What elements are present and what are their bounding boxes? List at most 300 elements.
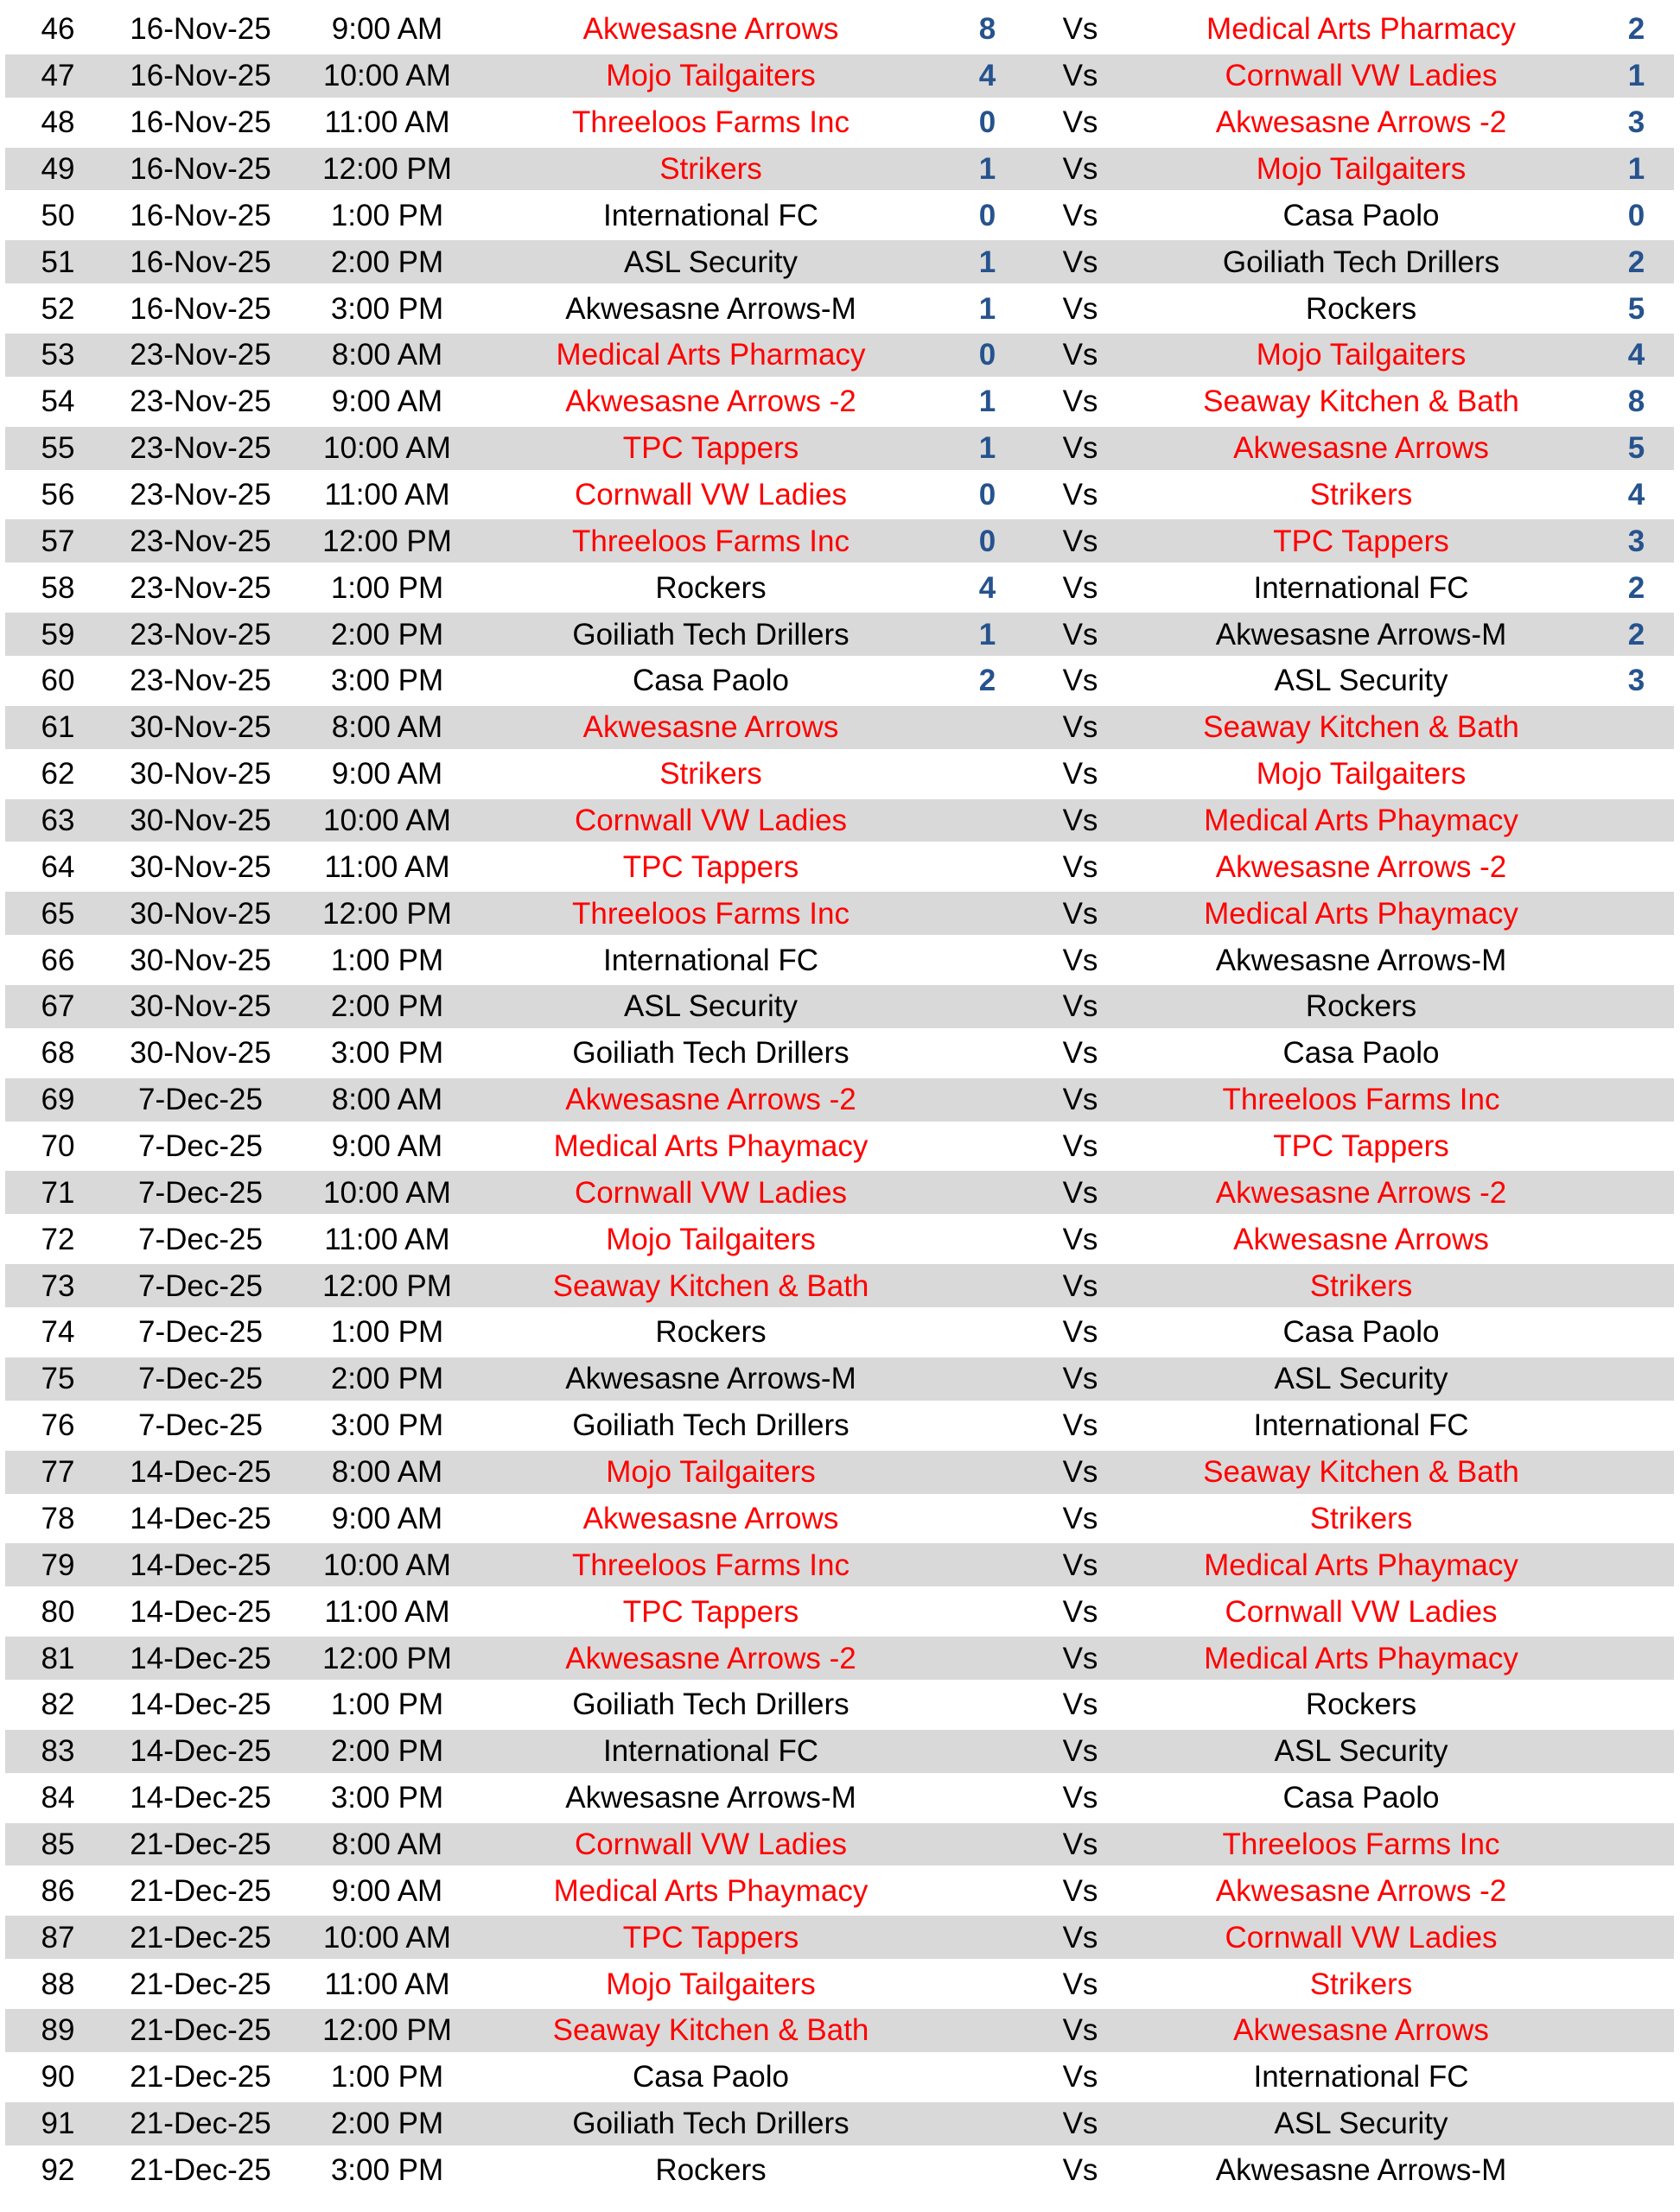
vs-label: Vs — [1062, 1501, 1098, 1535]
game-date: 7-Dec-25 — [138, 1129, 263, 1164]
away-score — [1599, 1309, 1674, 1356]
away-team: Rockers — [1305, 291, 1417, 326]
game-time: 9:00 AM — [331, 1873, 443, 1908]
game-number: 60 — [41, 664, 75, 698]
game-time: 10:00 AM — [290, 798, 484, 844]
game-date: 16-Nov-25 — [111, 53, 290, 99]
game-time: 9:00 AM — [331, 385, 443, 419]
game-time: 10:00 AM — [290, 1914, 484, 1961]
game-date: 16-Nov-25 — [130, 105, 271, 140]
table-row — [5, 1123, 1674, 1170]
away-score — [1599, 1077, 1674, 1123]
away-score — [1599, 1775, 1674, 1821]
home-team: Akwesasne Arrows -2 — [484, 1077, 938, 1123]
vs-label: Vs — [1062, 291, 1098, 326]
vs-label: Vs — [1062, 1222, 1098, 1256]
game-time: 3:00 PM — [330, 664, 444, 698]
away-team: Medical Arts Phaymacy — [1123, 890, 1599, 937]
away-score — [1599, 1635, 1674, 1681]
game-date: 30-Nov-25 — [111, 890, 290, 937]
game-number: 68 — [41, 1036, 75, 1071]
game-number: 55 — [5, 425, 111, 472]
game-time: 11:00 AM — [324, 105, 450, 140]
schedule-table — [5, 6, 1674, 2193]
game-number: 53 — [5, 332, 111, 378]
game-number: 87 — [5, 1914, 111, 1961]
vs-label: Vs — [1037, 890, 1123, 937]
game-date: 7-Dec-25 — [111, 1262, 290, 1309]
away-team: Strikers — [1309, 478, 1413, 512]
away-team: Akwesasne Arrows-M — [1215, 943, 1507, 977]
game-date: 16-Nov-25 — [130, 291, 271, 326]
vs-label: Vs — [1062, 1594, 1098, 1629]
table-row — [5, 704, 1674, 751]
game-date: 14-Dec-25 — [111, 1541, 290, 1588]
vs-label: Vs — [1062, 1781, 1098, 1815]
away-team: Casa Paolo — [1282, 1315, 1440, 1350]
home-team: Akwesasne Arrows-M — [484, 1356, 938, 1402]
home-score: 4 — [938, 53, 1037, 99]
game-date: 7-Dec-25 — [111, 1169, 290, 1216]
home-score — [938, 1867, 1037, 1914]
home-team: Threeloos Farms Inc — [484, 890, 938, 937]
game-number: 70 — [41, 1129, 75, 1164]
home-score — [938, 704, 1037, 751]
game-number: 61 — [5, 704, 111, 751]
game-number: 92 — [41, 2152, 75, 2187]
game-number: 69 — [5, 1077, 111, 1123]
home-score — [938, 1728, 1037, 1775]
away-score — [1599, 1169, 1674, 1216]
away-score — [1599, 1961, 1674, 2007]
away-team: Casa Paolo — [1282, 198, 1440, 232]
game-number: 48 — [41, 105, 75, 140]
game-time: 3:00 PM — [330, 1781, 444, 1815]
game-date: 30-Nov-25 — [130, 849, 271, 884]
home-team: Akwesasne Arrows — [484, 704, 938, 751]
home-score — [938, 1262, 1037, 1309]
game-time: 2:00 PM — [290, 238, 484, 285]
table-row — [5, 425, 1674, 472]
game-date: 16-Nov-25 — [130, 198, 271, 232]
away-team: ASL Security — [1123, 2101, 1599, 2147]
game-date: 14-Dec-25 — [111, 1635, 290, 1681]
table-row — [5, 2147, 1674, 2194]
away-team: Medical Arts Pharmacy — [1206, 12, 1516, 47]
away-score: 4 — [1627, 478, 1645, 512]
game-time: 3:00 PM — [330, 291, 444, 326]
home-score — [938, 843, 1037, 890]
game-time: 11:00 AM — [324, 1967, 450, 2001]
table-row — [5, 53, 1674, 99]
game-time: 10:00 AM — [290, 53, 484, 99]
game-time: 2:00 PM — [290, 983, 484, 1030]
home-team: Rockers — [655, 2152, 767, 2187]
home-score — [938, 1356, 1037, 1402]
home-score — [938, 1821, 1037, 1868]
game-time: 9:00 AM — [331, 1129, 443, 1164]
game-time: 11:00 AM — [324, 1594, 450, 1629]
away-score — [1599, 1728, 1674, 1775]
game-time: 2:00 PM — [290, 2101, 484, 2147]
game-time: 1:00 PM — [330, 1688, 444, 1722]
table-row — [5, 1169, 1674, 1216]
vs-label: Vs — [1037, 1821, 1123, 1868]
away-team: Medical Arts Phaymacy — [1123, 1541, 1599, 1588]
away-team: Akwesasne Arrows-M — [1215, 2152, 1507, 2187]
game-time: 2:00 PM — [290, 1356, 484, 1402]
away-team: Akwesasne Arrows-M — [1123, 611, 1599, 658]
home-team: Rockers — [655, 570, 767, 605]
vs-label: Vs — [1062, 757, 1098, 791]
away-team: Seaway Kitchen & Bath — [1123, 704, 1599, 751]
schedule-rows — [5, 6, 1674, 2193]
home-score — [938, 1123, 1037, 1170]
away-team: Seaway Kitchen & Bath — [1123, 1449, 1599, 1496]
table-row — [5, 1775, 1674, 1821]
home-team: TPC Tappers — [622, 849, 799, 884]
game-date: 23-Nov-25 — [130, 478, 271, 512]
away-team: TPC Tappers — [1273, 1129, 1449, 1164]
game-time: 1:00 PM — [330, 1315, 444, 1350]
away-team: Cornwall VW Ladies — [1225, 1594, 1498, 1629]
home-team: Akwesasne Arrows — [582, 1501, 839, 1535]
away-team: Akwesasne Arrows — [1123, 2007, 1599, 2054]
game-date: 30-Nov-25 — [111, 704, 290, 751]
away-score — [1599, 751, 1674, 798]
table-row — [5, 99, 1674, 146]
home-team: Mojo Tailgaiters — [606, 1222, 816, 1256]
table-row — [5, 564, 1674, 611]
vs-label: Vs — [1062, 385, 1098, 419]
away-team: TPC Tappers — [1123, 518, 1599, 564]
home-team: Mojo Tailgaiters — [484, 1449, 938, 1496]
table-row — [5, 1496, 1674, 1542]
home-score — [938, 1961, 1037, 2007]
away-team: Threeloos Farms Inc — [1123, 1821, 1599, 1868]
table-row — [5, 1262, 1674, 1309]
home-team: Casa Paolo — [633, 664, 789, 698]
game-date: 16-Nov-25 — [111, 238, 290, 285]
home-score — [938, 751, 1037, 798]
game-date: 21-Dec-25 — [130, 1873, 271, 1908]
game-time: 3:00 PM — [330, 1408, 444, 1443]
game-date: 7-Dec-25 — [138, 1408, 263, 1443]
vs-label: Vs — [1062, 849, 1098, 884]
home-score — [938, 983, 1037, 1030]
game-time: 10:00 AM — [290, 425, 484, 472]
home-score — [938, 1588, 1037, 1635]
game-date: 23-Nov-25 — [111, 425, 290, 472]
away-score: 3 — [1627, 105, 1645, 140]
table-row — [5, 192, 1674, 238]
home-score: 1 — [978, 291, 996, 326]
home-score — [938, 1775, 1037, 1821]
table-row — [5, 611, 1674, 658]
game-date: 30-Nov-25 — [111, 983, 290, 1030]
game-time: 1:00 PM — [330, 943, 444, 977]
away-score — [1599, 798, 1674, 844]
away-team: Seaway Kitchen & Bath — [1203, 385, 1519, 419]
game-time: 10:00 AM — [290, 1169, 484, 1216]
vs-label: Vs — [1037, 1356, 1123, 1402]
game-number: 57 — [5, 518, 111, 564]
game-number: 63 — [5, 798, 111, 844]
vs-label: Vs — [1062, 1873, 1098, 1908]
game-number: 85 — [5, 1821, 111, 1868]
home-team: ASL Security — [484, 238, 938, 285]
table-row — [5, 1821, 1674, 1868]
game-date: 23-Nov-25 — [111, 518, 290, 564]
home-score — [938, 2054, 1037, 2101]
game-date: 21-Dec-25 — [130, 1967, 271, 2001]
vs-label: Vs — [1037, 798, 1123, 844]
home-score: 0 — [978, 105, 996, 140]
table-row — [5, 2007, 1674, 2054]
home-team: Mojo Tailgaiters — [484, 53, 938, 99]
game-date: 30-Nov-25 — [130, 1036, 271, 1071]
home-team: Medical Arts Phaymacy — [553, 1129, 869, 1164]
home-team: TPC Tappers — [484, 425, 938, 472]
away-team: Cornwall VW Ladies — [1123, 53, 1599, 99]
away-score: 1 — [1599, 53, 1674, 99]
home-score: 1 — [938, 611, 1037, 658]
home-score — [938, 937, 1037, 983]
game-time: 2:00 PM — [290, 1728, 484, 1775]
home-team: Akwesasne Arrows-M — [565, 291, 856, 326]
away-score — [1599, 1216, 1674, 1262]
vs-label: Vs — [1037, 146, 1123, 193]
game-number: 54 — [41, 385, 75, 419]
home-score — [938, 1635, 1037, 1681]
game-time: 12:00 PM — [290, 2007, 484, 2054]
home-team: Medical Arts Phaymacy — [553, 1873, 869, 1908]
table-row — [5, 1077, 1674, 1123]
home-team: Threeloos Farms Inc — [484, 518, 938, 564]
table-row — [5, 1356, 1674, 1402]
home-team: TPC Tappers — [484, 1914, 938, 1961]
table-row — [5, 1030, 1674, 1077]
game-date: 7-Dec-25 — [111, 1356, 290, 1402]
away-score — [1599, 1402, 1674, 1449]
home-team: Cornwall VW Ladies — [484, 1169, 938, 1216]
away-team: Medical Arts Phaymacy — [1123, 798, 1599, 844]
game-number: 52 — [41, 291, 75, 326]
game-number: 79 — [5, 1541, 111, 1588]
table-row — [5, 238, 1674, 285]
table-row — [5, 1681, 1674, 1728]
game-number: 90 — [41, 2060, 75, 2094]
game-date: 14-Dec-25 — [111, 1449, 290, 1496]
table-row — [5, 1728, 1674, 1775]
home-team: Strikers — [659, 757, 762, 791]
game-date: 23-Nov-25 — [111, 332, 290, 378]
away-score — [1599, 1496, 1674, 1542]
home-score — [938, 1030, 1037, 1077]
game-time: 11:00 AM — [324, 849, 450, 884]
home-team: ASL Security — [484, 983, 938, 1030]
vs-label: Vs — [1037, 1077, 1123, 1123]
home-score — [938, 1496, 1037, 1542]
game-number: 73 — [5, 1262, 111, 1309]
home-team: Seaway Kitchen & Bath — [484, 1262, 938, 1309]
home-score — [938, 1169, 1037, 1216]
vs-label: Vs — [1062, 478, 1098, 512]
vs-label: Vs — [1037, 425, 1123, 472]
away-score — [1599, 1821, 1674, 1868]
home-team: Mojo Tailgaiters — [606, 1967, 816, 2001]
home-score: 1 — [938, 425, 1037, 472]
away-score — [1599, 843, 1674, 890]
game-date: 14-Dec-25 — [130, 1688, 271, 1722]
home-team: Cornwall VW Ladies — [574, 478, 848, 512]
home-score — [938, 2007, 1037, 2054]
game-time: 10:00 AM — [290, 1541, 484, 1588]
home-team: Akwesasne Arrows -2 — [565, 385, 856, 419]
vs-label: Vs — [1062, 1688, 1098, 1722]
away-team: Strikers — [1123, 1262, 1599, 1309]
vs-label: Vs — [1062, 198, 1098, 232]
away-score — [1599, 1588, 1674, 1635]
vs-label: Vs — [1062, 1129, 1098, 1164]
game-number: 76 — [41, 1408, 75, 1443]
home-score — [938, 1402, 1037, 1449]
home-team: Rockers — [655, 1315, 767, 1350]
table-row — [5, 2101, 1674, 2147]
home-team: Cornwall VW Ladies — [484, 1821, 938, 1868]
away-score: 2 — [1599, 238, 1674, 285]
game-time: 12:00 PM — [290, 146, 484, 193]
game-date: 21-Dec-25 — [111, 2101, 290, 2147]
table-row — [5, 1449, 1674, 1496]
game-time: 3:00 PM — [330, 2152, 444, 2187]
game-time: 9:00 AM — [331, 757, 443, 791]
game-time: 12:00 PM — [290, 1262, 484, 1309]
table-row — [5, 890, 1674, 937]
away-team: Akwesasne Arrows — [1233, 1222, 1489, 1256]
game-date: 7-Dec-25 — [138, 1222, 263, 1256]
game-time: 1:00 PM — [330, 570, 444, 605]
game-time: 1:00 PM — [330, 198, 444, 232]
game-date: 23-Nov-25 — [130, 570, 271, 605]
game-date: 30-Nov-25 — [130, 757, 271, 791]
game-date: 30-Nov-25 — [130, 943, 271, 977]
away-team: ASL Security — [1123, 1356, 1599, 1402]
game-number: 81 — [5, 1635, 111, 1681]
home-score — [938, 2147, 1037, 2194]
away-score: 3 — [1627, 664, 1645, 698]
away-team: Akwesasne Arrows -2 — [1123, 1169, 1599, 1216]
game-date: 23-Nov-25 — [111, 611, 290, 658]
game-date: 14-Dec-25 — [130, 1594, 271, 1629]
table-row — [5, 285, 1674, 332]
away-score — [1599, 1262, 1674, 1309]
away-score — [1599, 2147, 1674, 2194]
game-time: 11:00 AM — [324, 1222, 450, 1256]
home-score — [938, 2101, 1037, 2147]
table-row — [5, 146, 1674, 193]
table-row — [5, 472, 1674, 518]
home-score — [938, 798, 1037, 844]
game-number: 65 — [5, 890, 111, 937]
away-team: International FC — [1253, 570, 1469, 605]
home-score: 1 — [938, 146, 1037, 193]
game-number: 62 — [41, 757, 75, 791]
away-score: 5 — [1627, 291, 1645, 326]
away-team: Akwesasne Arrows — [1123, 425, 1599, 472]
game-date: 21-Dec-25 — [111, 1914, 290, 1961]
game-number: 86 — [41, 1873, 75, 1908]
table-row — [5, 1309, 1674, 1356]
game-time: 9:00 AM — [331, 1501, 443, 1535]
away-team: Threeloos Farms Inc — [1123, 1077, 1599, 1123]
vs-label: Vs — [1037, 1914, 1123, 1961]
game-number: 82 — [41, 1688, 75, 1722]
vs-label: Vs — [1062, 1408, 1098, 1443]
away-score: 2 — [1599, 611, 1674, 658]
vs-label: Vs — [1037, 1449, 1123, 1496]
home-team: Akwesasne Arrows -2 — [484, 1635, 938, 1681]
away-team: ASL Security — [1123, 1728, 1599, 1775]
home-team: Akwesasne Arrows — [582, 12, 839, 47]
home-score — [938, 1541, 1037, 1588]
table-row — [5, 751, 1674, 798]
home-team: Seaway Kitchen & Bath — [484, 2007, 938, 2054]
away-score — [1599, 2101, 1674, 2147]
table-row — [5, 1635, 1674, 1681]
vs-label: Vs — [1037, 704, 1123, 751]
vs-label: Vs — [1037, 238, 1123, 285]
game-number: 91 — [5, 2101, 111, 2147]
home-score: 8 — [978, 12, 996, 47]
game-number: 47 — [5, 53, 111, 99]
home-score — [938, 1914, 1037, 1961]
game-time: 2:00 PM — [290, 611, 484, 658]
game-date: 23-Nov-25 — [130, 664, 271, 698]
table-row — [5, 1914, 1674, 1961]
away-team: International FC — [1253, 2060, 1469, 2094]
away-team: ASL Security — [1274, 664, 1448, 698]
game-number: 74 — [41, 1315, 75, 1350]
home-score — [938, 1309, 1037, 1356]
game-number: 66 — [41, 943, 75, 977]
home-score: 0 — [978, 478, 996, 512]
away-score: 4 — [1599, 332, 1674, 378]
away-team: Rockers — [1123, 983, 1599, 1030]
home-team: Goiliath Tech Drillers — [484, 611, 938, 658]
home-score: 0 — [938, 332, 1037, 378]
home-score — [938, 1077, 1037, 1123]
home-score: 2 — [978, 664, 996, 698]
game-time: 3:00 PM — [330, 1036, 444, 1071]
home-score: 1 — [978, 385, 996, 419]
home-team: Goiliath Tech Drillers — [572, 1036, 850, 1071]
away-team: Akwesasne Arrows -2 — [1215, 849, 1507, 884]
away-score — [1599, 1123, 1674, 1170]
game-number: 56 — [41, 478, 75, 512]
away-score — [1599, 1449, 1674, 1496]
away-score: 2 — [1627, 12, 1645, 47]
game-time: 1:00 PM — [330, 2060, 444, 2094]
home-team: Goiliath Tech Drillers — [572, 1688, 850, 1722]
game-date: 21-Dec-25 — [130, 2152, 271, 2187]
table-row — [5, 1541, 1674, 1588]
home-team: International FC — [602, 198, 819, 232]
home-score — [938, 1216, 1037, 1262]
away-team: Akwesasne Arrows -2 — [1215, 1873, 1507, 1908]
home-team: Strikers — [484, 146, 938, 193]
vs-label: Vs — [1062, 1036, 1098, 1071]
